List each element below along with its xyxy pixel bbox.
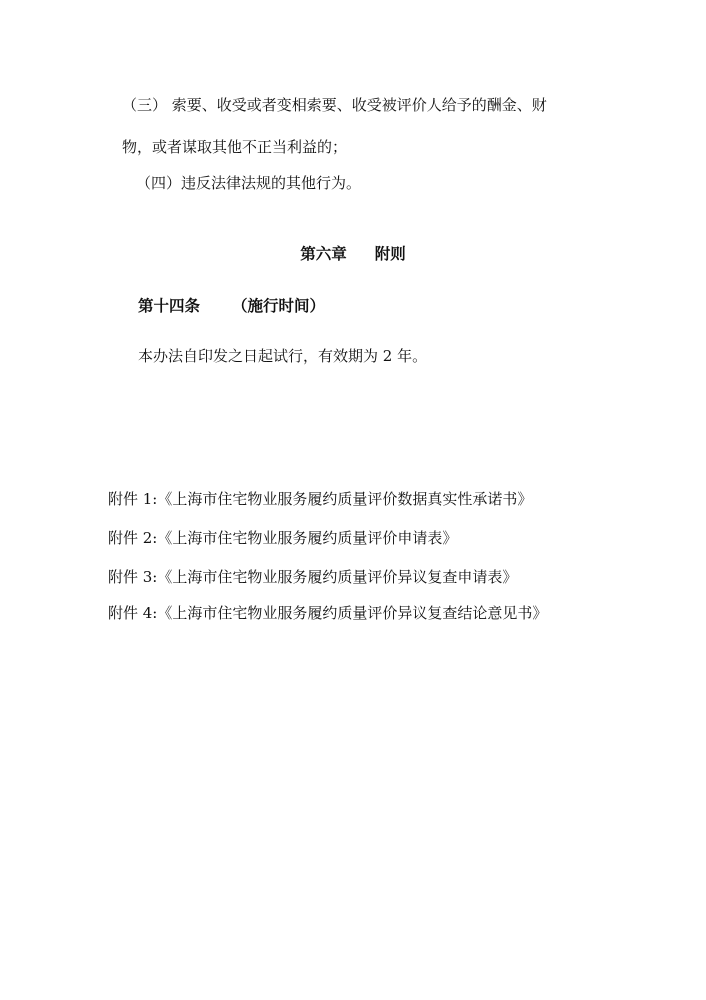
chapter-title: 附则 bbox=[374, 245, 406, 263]
chapter-heading bbox=[0, 244, 706, 264]
clause-item-3-line-1: （三） 索要、收受或者变相索要、收受被评价人给予的酬金、财 bbox=[122, 96, 547, 114]
clause-item-4: （四）违反法律法规的其他行为。 bbox=[136, 174, 362, 192]
attachment-item: 附件 1:《上海市住宅物业服务履约质量评价数据真实性承诺书》 bbox=[108, 490, 533, 508]
attachment-item: 附件 4:《上海市住宅物业服务履约质量评价异议复查结论意见书》 bbox=[108, 604, 548, 622]
article-number: 第十四条 bbox=[138, 297, 201, 315]
attachment-item: 附件 2:《上海市住宅物业服务履约质量评价申请表》 bbox=[108, 529, 458, 547]
article-body: 本办法自印发之日起试行，有效期为 2 年。 bbox=[138, 347, 428, 365]
chapter-number: 第六章 bbox=[300, 245, 347, 263]
attachment-item: 附件 3:《上海市住宅物业服务履约质量评价异议复查申请表》 bbox=[108, 568, 518, 586]
article-heading bbox=[138, 296, 325, 316]
article-title: （施行时间） bbox=[232, 297, 326, 315]
clause-item-3-line-2: 物，或者谋取其他不正当利益的； bbox=[122, 138, 348, 156]
